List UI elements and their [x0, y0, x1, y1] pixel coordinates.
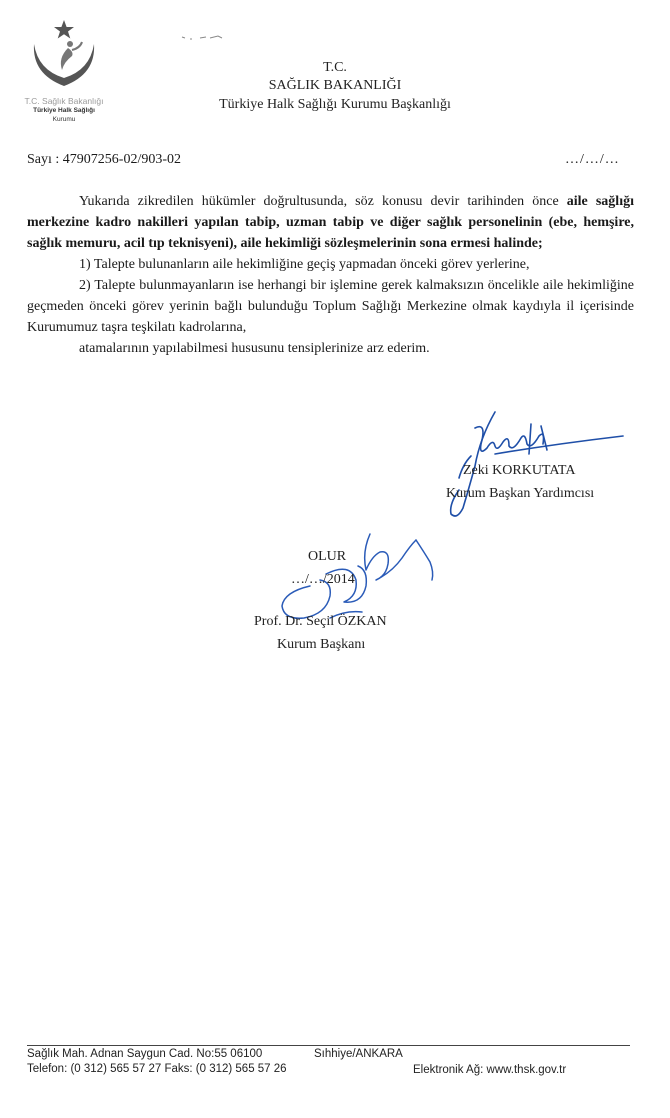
header-institution: Türkiye Halk Sağlığı Kurumu Başkanlığı — [219, 97, 451, 112]
logo-text-ministry: T.C. Sağlık Bakanlığı — [24, 96, 104, 106]
closing-line: atamalarının yapılabilmesi hususunu tensiplerinize arz ederim. — [79, 341, 430, 356]
footer-divider — [27, 1045, 630, 1046]
logo-text-institution: Türkiye Halk Sağlığı — [33, 107, 95, 114]
list-item-2: 2) Talepte bulunmayanların ise herhangi bir işlemine gerek kalmaksızın öncelikle aile hekimliğine geçmeden önceki görev yerinin bağlı bulunduğu Toplum Sağlığı Merkezine olmak kaydıyla il içerisinde Kurumumuz taşra teşkilatı kadrolarına, — [27, 278, 634, 335]
approval-label: OLUR — [308, 549, 347, 564]
date-placeholder: …/…/… — [565, 152, 620, 167]
signatory-deputy-title: Kurum Başkan Yardımcısı — [446, 486, 595, 501]
paragraph-main-bold: aile sağlığı merkezine kadro nakilleri yapılan tabip, uzman tabip ve diğer sağlık personelinin (ebe, hemşire, sağlık memuru, acil tıp teknisyeni), aile hekimliği sözleşmelerinin sona ermesi halinde; — [27, 194, 634, 251]
crescent-star-figure-icon — [28, 18, 100, 96]
logo-text-institution-cont: Kurumu — [52, 116, 76, 123]
footer-city: Sıhhiye/ANKARA — [314, 1048, 403, 1060]
scan-artifact — [180, 32, 240, 44]
header-tc: T.C. — [323, 60, 347, 75]
footer-phone-fax: Telefon: (0 312) 565 57 27 Faks: (0 312) 565 57 26 — [27, 1063, 287, 1075]
ministry-logo — [18, 18, 110, 128]
approval-date: …/…/2014 — [291, 572, 355, 587]
letter-body — [27, 191, 634, 359]
footer-website: Elektronik Ağ: www.thsk.gov.tr — [413, 1064, 567, 1076]
signatory-president-name: Prof. Dr. Seçil ÖZKAN — [254, 614, 387, 629]
reference-number: Sayı : 47907256-02/903-02 — [27, 152, 181, 167]
paragraph-main-regular: Yukarıda zikredilen hükümler doğrultusunda, söz konusu devir tarihinden önce — [79, 194, 567, 209]
signatory-president-title: Kurum Başkanı — [277, 637, 366, 652]
header-ministry: SAĞLIK BAKANLIĞI — [268, 78, 402, 93]
footer-address: Sağlık Mah. Adnan Saygun Cad. No:55 06100 — [27, 1048, 263, 1060]
paragraph-main — [27, 191, 634, 254]
signatory-deputy-name: Zeki KORKUTATA — [463, 463, 576, 478]
list-item-1: 1) Talepte bulunanların aile hekimliğine geçiş yapmadan önceki görev yerlerine, — [79, 257, 530, 272]
